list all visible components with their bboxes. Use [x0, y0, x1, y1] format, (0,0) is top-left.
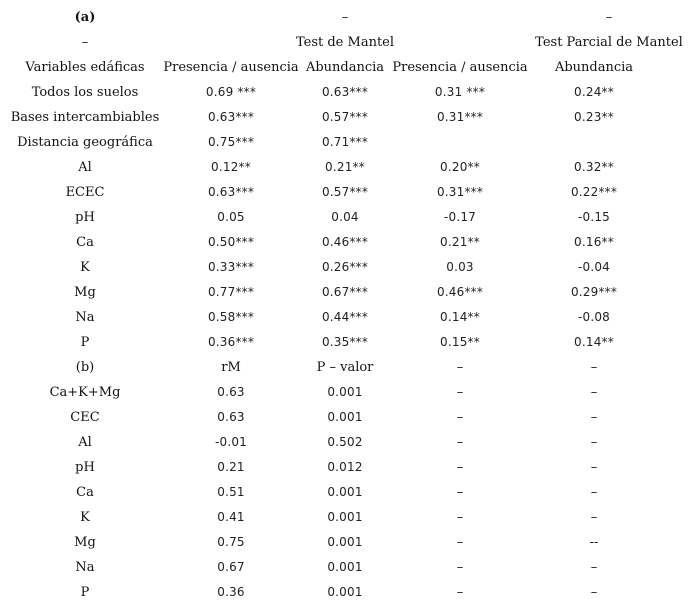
- mantel-ab-value: 0.04: [331, 210, 359, 224]
- mantel-ab-value: 0.67***: [321, 285, 369, 299]
- variable-name: ECEC: [65, 185, 105, 200]
- partial-ab-value: -0.15: [577, 210, 611, 224]
- mantel-pa-value: 0.05: [217, 210, 245, 224]
- variable-name: pH: [75, 210, 95, 225]
- partial-pa-value: 0.21**: [440, 235, 480, 249]
- part-b-label: (b): [75, 360, 95, 375]
- dash-placeholder: –: [590, 360, 598, 375]
- table-row: [0, 505, 692, 530]
- table-row: [0, 255, 692, 280]
- p-value: 0.001: [327, 535, 363, 549]
- rm-value: -0.01: [214, 435, 248, 449]
- partial-ab-value: -0.08: [577, 310, 611, 324]
- partial-pa-value: 0.03: [446, 260, 474, 274]
- partial-ab-value: 0.16**: [574, 235, 614, 249]
- table-row: [0, 480, 692, 505]
- dash-placeholder: –: [590, 560, 598, 575]
- partial-ab-value: 0.14**: [574, 335, 614, 349]
- rm-value: 0.63: [217, 385, 245, 399]
- mantel-ab-value: 0.71***: [321, 135, 369, 149]
- dash-placeholder: –: [456, 560, 464, 575]
- variable-name: P: [80, 335, 90, 350]
- rm-value: 0.75: [217, 535, 245, 549]
- mantel-test-header: Test de Mantel: [295, 35, 395, 50]
- dash-placeholder: –: [590, 435, 598, 450]
- dash-placeholder: –: [81, 35, 89, 50]
- mantel-ab-value: 0.57***: [321, 185, 369, 199]
- variable-name: Distancia geográfica: [17, 135, 153, 150]
- mantel-ab-value: 0.57***: [321, 110, 369, 124]
- variable-name: Ca: [76, 235, 94, 250]
- dash-placeholder: --: [589, 535, 599, 550]
- p-value: 0.001: [327, 410, 363, 424]
- table-row: [0, 530, 692, 555]
- mantel-pa-value: 0.63***: [207, 185, 255, 199]
- mantel-ab-value: 0.44***: [321, 310, 369, 324]
- table-row: [0, 555, 692, 580]
- dash-placeholder: –: [590, 460, 598, 475]
- partial-pa-value: 0.31***: [436, 110, 484, 124]
- variable-name: Mg: [74, 285, 96, 300]
- partial-ab-value: -0.04: [577, 260, 611, 274]
- p-value: 0.001: [327, 385, 363, 399]
- variable-name: CEC: [70, 410, 100, 425]
- variable-name: Bases intercambiables: [10, 110, 160, 125]
- variable-name: K: [80, 510, 90, 525]
- p-value: 0.012: [327, 460, 363, 474]
- mantel-pa-value: 0.12**: [211, 160, 251, 174]
- mantel-pa-value: 0.63***: [207, 110, 255, 124]
- part-a-label: (a): [74, 10, 96, 25]
- table-row: [0, 455, 692, 480]
- partial-ab-value: 0.23**: [574, 110, 614, 124]
- column-header-partial-abundance: Abundancia: [554, 60, 634, 75]
- dash-placeholder: –: [456, 410, 464, 425]
- dash-placeholder: –: [456, 360, 464, 375]
- dash-placeholder: –: [590, 410, 598, 425]
- dash-placeholder: –: [341, 10, 349, 25]
- dash-placeholder: –: [590, 510, 598, 525]
- variable-name: Al: [78, 435, 92, 450]
- rm-value: 0.51: [217, 485, 245, 499]
- partial-ab-value: 0.22***: [570, 185, 618, 199]
- mantel-ab-value: 0.35***: [321, 335, 369, 349]
- rm-value: 0.36: [217, 585, 245, 599]
- table-row: [0, 380, 692, 405]
- table-row: [0, 230, 692, 255]
- column-header-mantel-presence: Presencia / ausencia: [163, 60, 299, 75]
- variable-name: Mg: [74, 535, 96, 550]
- p-value: 0.001: [327, 510, 363, 524]
- dash-placeholder: –: [590, 385, 598, 400]
- mantel-ab-value: 0.63***: [321, 85, 369, 99]
- partial-ab-value: 0.24**: [574, 85, 614, 99]
- mantel-pa-value: 0.69 ***: [205, 85, 257, 99]
- partial-ab-value: 0.32**: [574, 160, 614, 174]
- rm-value: 0.63: [217, 410, 245, 424]
- mantel-pa-value: 0.77***: [207, 285, 255, 299]
- variable-name: Al: [78, 160, 92, 175]
- variable-name: Todos los suelos: [31, 85, 139, 100]
- dash-placeholder: –: [456, 485, 464, 500]
- dash-placeholder: –: [590, 485, 598, 500]
- dash-placeholder: –: [456, 510, 464, 525]
- partial-pa-value: 0.20**: [440, 160, 480, 174]
- mantel-pa-value: 0.33***: [207, 260, 255, 274]
- dash-placeholder: –: [456, 435, 464, 450]
- table-row: [0, 80, 692, 105]
- table-row: [0, 330, 692, 355]
- table-row: [0, 430, 692, 455]
- mantel-results-table: [0, 5, 692, 605]
- mantel-ab-value: 0.26***: [321, 260, 369, 274]
- table-row: [0, 155, 692, 180]
- variable-name: K: [80, 260, 90, 275]
- mantel-pa-value: 0.50***: [207, 235, 255, 249]
- variable-name: Na: [75, 310, 95, 325]
- p-value: 0.502: [327, 435, 363, 449]
- part-b-header-row: [0, 355, 692, 380]
- partial-pa-value: 0.14**: [440, 310, 480, 324]
- table-row: [0, 180, 692, 205]
- variable-name: Na: [75, 560, 95, 575]
- variable-name: pH: [75, 460, 95, 475]
- table-row: [0, 205, 692, 230]
- mantel-ab-value: 0.21**: [325, 160, 365, 174]
- partial-pa-value: 0.31 ***: [434, 85, 486, 99]
- variable-name: P: [80, 585, 90, 600]
- table-row: [0, 280, 692, 305]
- table-row: [0, 305, 692, 330]
- column-header-p-value: P – valor: [316, 360, 374, 375]
- mantel-pa-value: 0.58***: [207, 310, 255, 324]
- variable-name: Ca+K+Mg: [49, 385, 121, 400]
- partial-pa-value: 0.15**: [440, 335, 480, 349]
- dash-placeholder: –: [456, 585, 464, 600]
- p-value: 0.001: [327, 485, 363, 499]
- dash-placeholder: –: [456, 535, 464, 550]
- mantel-pa-value: 0.36***: [207, 335, 255, 349]
- column-header-variables: Variables edáficas: [25, 60, 145, 75]
- table-row: [0, 105, 692, 130]
- partial-pa-value: 0.31***: [436, 185, 484, 199]
- column-header-rm: rM: [221, 360, 241, 375]
- partial-pa-value: -0.17: [443, 210, 477, 224]
- dash-placeholder: –: [605, 10, 613, 25]
- mantel-pa-value: 0.75***: [207, 135, 255, 149]
- variable-name: Ca: [76, 485, 94, 500]
- dash-placeholder: –: [456, 460, 464, 475]
- rm-value: 0.41: [217, 510, 245, 524]
- column-header-mantel-abundance: Abundancia: [305, 60, 385, 75]
- partial-mantel-test-header: Test Parcial de Mantel: [535, 35, 683, 50]
- table-row: [0, 580, 692, 605]
- dash-placeholder: –: [456, 385, 464, 400]
- table-row: [0, 405, 692, 430]
- column-header-partial-presence: Presencia / ausencia: [392, 60, 528, 75]
- partial-pa-value: 0.46***: [436, 285, 484, 299]
- partial-ab-value: 0.29***: [570, 285, 618, 299]
- group-header-row: [0, 30, 692, 55]
- p-value: 0.001: [327, 560, 363, 574]
- p-value: 0.001: [327, 585, 363, 599]
- part-a-title-row: [0, 5, 692, 30]
- dash-placeholder: –: [590, 585, 598, 600]
- mantel-ab-value: 0.46***: [321, 235, 369, 249]
- rm-value: 0.67: [217, 560, 245, 574]
- column-header-row: [0, 55, 692, 80]
- table-row: [0, 130, 692, 155]
- rm-value: 0.21: [217, 460, 245, 474]
